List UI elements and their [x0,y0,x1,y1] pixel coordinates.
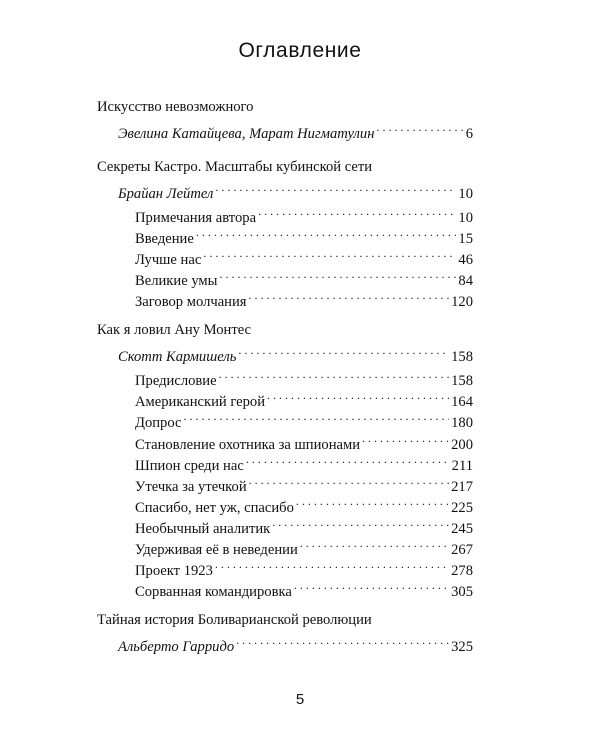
toc-entry[interactable] [135,200,473,226]
chapter-title: Предисловие [135,373,217,389]
page-number: 120 [451,294,473,310]
chapter-title: Введение [135,231,194,247]
toc-entry[interactable] [135,221,473,247]
section-title: Секреты Кастро. Масштабы кубинской сети [97,159,373,175]
chapter-title: Сорванная командировка [135,584,292,600]
toc-entry[interactable] [135,405,473,431]
dot-leader [203,242,456,264]
dot-leader [219,363,450,385]
page-number: 267 [451,542,473,558]
page-number: 225 [451,500,473,516]
dot-leader [294,574,449,596]
chapter-title: Спасибо, нет уж, спасибо [135,500,294,516]
author-name: Эвелина Катайцева, Марат Нигматулин [118,126,375,142]
page-number: 217 [451,479,473,495]
toc-entry[interactable] [135,532,473,558]
dot-leader [184,405,450,427]
chapter-title: Проект 1923 [135,563,213,579]
page-title: Оглавление [238,39,362,62]
toc-author-line[interactable] [118,629,473,655]
page-number: 200 [451,437,473,453]
toc-entry[interactable] [135,469,473,495]
chapter-title: Американский герой [135,394,266,410]
page-number: 10 [458,186,473,202]
dot-leader [272,511,449,533]
author-name: Брайан Лейтел [118,186,214,202]
chapter-title: Становление охотника за шпионами [135,437,361,453]
toc-entry[interactable] [135,574,473,600]
page-number: 325 [451,639,473,655]
toc-entry[interactable] [135,490,473,516]
page-number: 46 [458,252,473,268]
dot-leader [215,176,456,198]
chapter-title: Примечания автора [135,210,257,226]
dot-leader [249,284,450,306]
toc-entry[interactable] [135,263,473,289]
page-folio-number: 5 [295,691,305,708]
page-number: 15 [458,231,473,247]
toc-entry[interactable] [135,384,473,410]
toc-entry[interactable] [135,363,473,389]
page-number: 6 [465,126,473,142]
toc-entry[interactable] [135,284,473,310]
toc-author-line[interactable] [118,339,473,365]
dot-leader [215,553,449,575]
dot-leader [376,116,463,138]
page-number: 305 [451,584,473,600]
chapter-title: Великие умы [135,273,218,289]
page-number: 164 [451,394,473,410]
dot-leader [249,469,449,491]
dot-leader [362,427,449,449]
dot-leader [246,448,450,470]
toc-author-line[interactable] [118,176,473,202]
section-title: Тайная история Боливарианской революции [97,612,372,628]
toc-entry[interactable] [135,511,473,537]
page-number: 84 [458,273,473,289]
page-number: 158 [451,349,473,365]
page-number: 10 [458,210,473,226]
author-name: Скотт Кармишель [118,349,237,365]
chapter-title: Шпион среди нас [135,458,244,474]
dot-leader [196,221,457,243]
page-number: 158 [451,373,473,389]
dot-leader [258,200,456,222]
toc-entry[interactable] [135,553,473,579]
toc-entry[interactable] [135,242,473,268]
author-name: Альберто Гарридо [118,639,235,655]
dot-leader [300,532,449,554]
page-number: 278 [451,563,473,579]
section-title: Искусство невозможного [97,99,254,115]
section-title: Как я ловил Ану Монтес [97,322,252,338]
page-number: 180 [451,415,473,431]
dot-leader [236,629,449,651]
chapter-title: Удерживая её в неведении [135,542,298,558]
chapter-title: Лучше нас [135,252,202,268]
dot-leader [267,384,449,406]
toc-author-line[interactable] [118,116,473,142]
toc-entry[interactable] [135,448,473,474]
dot-leader [296,490,449,512]
dot-leader [219,263,456,285]
dot-leader [238,339,449,361]
toc-entry[interactable] [135,427,473,453]
chapter-title: Заговор молчания [135,294,247,310]
page-number: 211 [451,458,473,474]
chapter-title: Утечка за утечкой [135,479,247,495]
chapter-title: Необычный аналитик [135,521,271,537]
chapter-title: Допрос [135,415,182,431]
page-number: 245 [451,521,473,537]
